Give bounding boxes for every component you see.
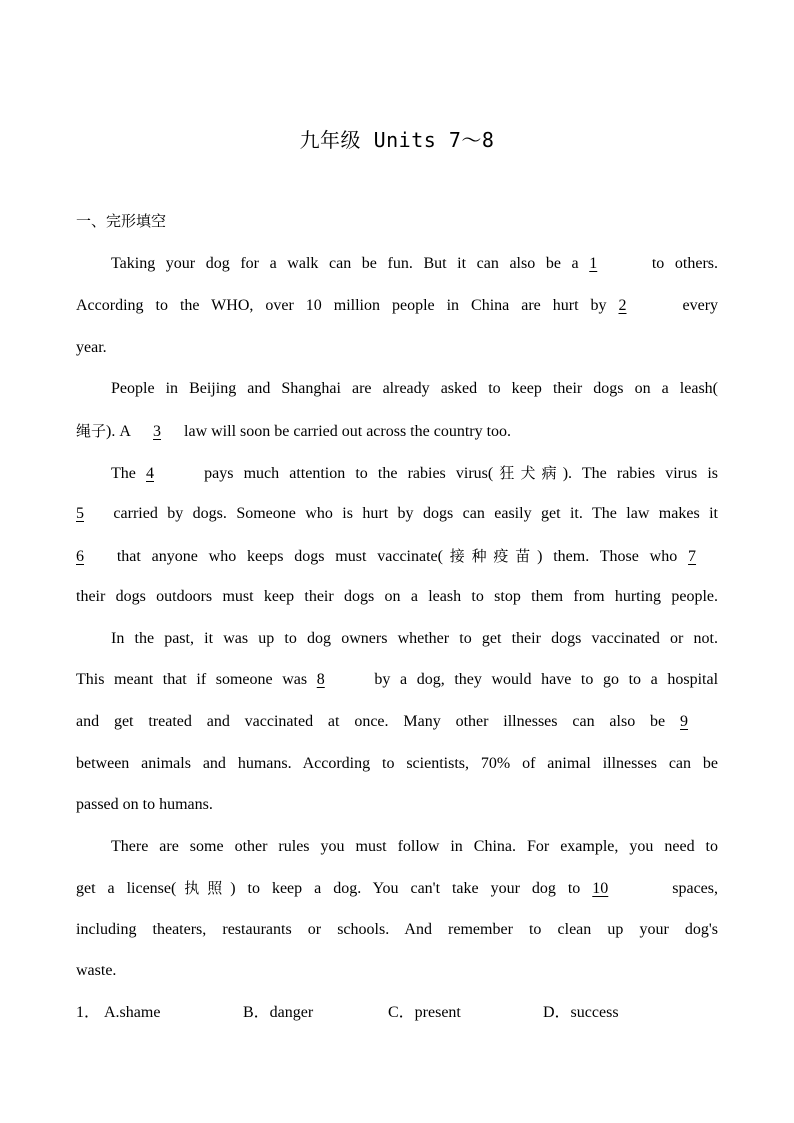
option-b: B．danger [243, 1004, 314, 1021]
passage-line: There are some other rules you must follow in China. For example, you need to [111, 838, 718, 855]
passage-line: including theaters, restaurants or schools. And remember to clean up your dog's [76, 921, 718, 938]
blank-4: 4 [146, 465, 154, 482]
blank-9: 9 [680, 713, 689, 730]
passage-line: 6 that anyone who keeps dogs must vaccinate(接种疫苗) them. Those who 7 [76, 544, 718, 568]
passage-line: 绳子). A 3 law will soon be carried out across the country too. [76, 419, 718, 443]
passage-line: This meant that if someone was 8 by a dog, they would have to go to a hospital [76, 668, 718, 692]
blank-8: 8 [316, 671, 325, 688]
blank-3: 3 [153, 423, 162, 440]
passage-line: waste. [76, 962, 117, 979]
page-title: 九年级 Units 7～8 [299, 128, 495, 152]
option-d: D．success [543, 1004, 619, 1021]
blank-6: 6 [76, 548, 84, 565]
option-a: A.shame [104, 1004, 161, 1021]
passage-line: and get treated and vaccinated at once. Many other illnesses can also be 9 [76, 710, 718, 734]
blank-2: 2 [618, 297, 627, 314]
passage-line: The 4 pays much attention to the rabies virus(狂犬病). The rabies virus is [76, 461, 718, 485]
blank-7: 7 [688, 548, 697, 565]
passage-line: passed on to humans. [76, 796, 213, 813]
section-heading: 一、完形填空 [76, 212, 167, 230]
passage-line: their dogs outdoors must keep their dogs on a leash to stop them from hurting people. [76, 588, 718, 605]
passage-line: get a license(执照) to keep a dog. You can't take your dog to 10 spaces, [76, 876, 718, 900]
passage-line: Taking your dog for a walk can be fun. But it can also be a 1 to others. [76, 252, 718, 276]
blank-1: 1 [589, 255, 598, 272]
passage-line: year. [76, 339, 107, 356]
passage-line: 5 carried by dogs. Someone who is hurt by dogs can easily get it. The law makes it [76, 502, 718, 526]
passage-line: between animals and humans. According to scientists, 70% of animal illnesses can be [76, 755, 718, 772]
passage-line: According to the WHO, over 10 million people in China are hurt by 2 every [76, 294, 718, 318]
blank-5: 5 [76, 505, 84, 522]
passage-line: People in Beijing and Shanghai are already asked to keep their dogs on a leash( [111, 380, 718, 397]
question-number: 1． [76, 1004, 101, 1021]
passage-line: In the past, it was up to dog owners whether to get their dogs vaccinated or not. [111, 630, 718, 647]
blank-10: 10 [592, 880, 609, 897]
option-c: C．present [388, 1004, 461, 1021]
